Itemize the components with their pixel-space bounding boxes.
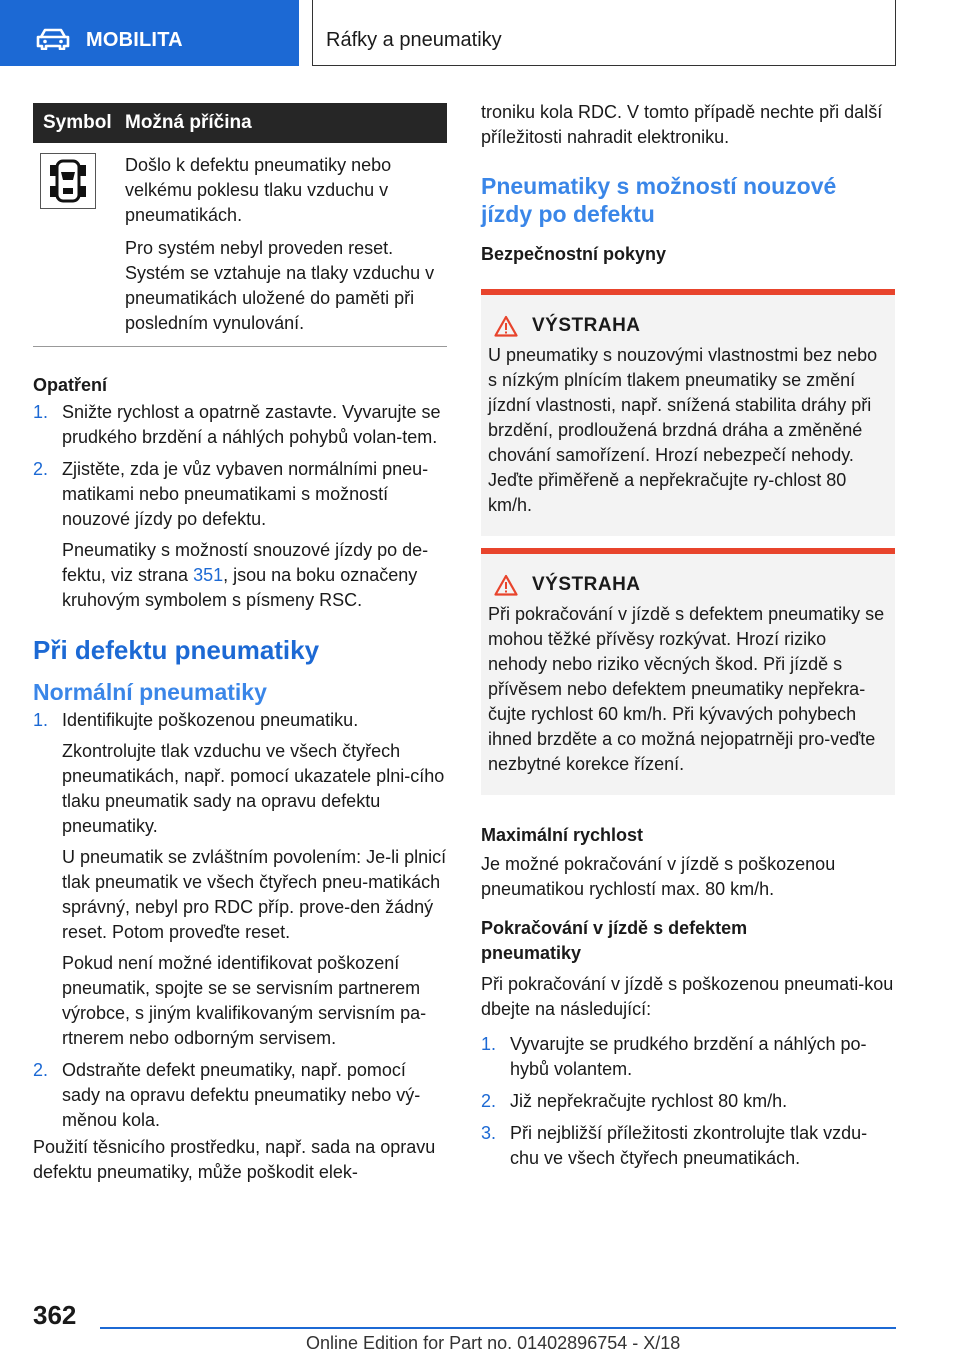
runflat-heading: Pneumatiky s možností nouzové jízdy po defektu	[481, 173, 837, 227]
rsc-note: Pneumatiky s možností snouzové jízdy po de-fektu, viz strana 351, jsou na boku označeny kruhovým symbolem s písmeny RSC.	[62, 540, 429, 610]
continue-list	[481, 1032, 895, 1171]
right-column	[481, 100, 895, 1178]
maxspeed-heading: Maximální rychlost	[481, 825, 644, 845]
sealant-note: Použití těsnicího prostředku, např. sada na opravu defektu pneumatiky, může poškodit elek-	[33, 1137, 436, 1182]
warning-title: VÝSTRAHA	[532, 315, 641, 336]
safety-heading: Bezpečnostní pokyny	[481, 244, 667, 264]
tire-pressure-warning-icon	[40, 153, 96, 209]
list-item: 1. Vyvarujte se prudkého brzdění a náhlých po-hybů volantem.	[481, 1034, 867, 1079]
maxspeed-text: Je možné pokračování v jízdě s poškozenou pneumatikou rychlostí max. 80 km/h.	[481, 854, 836, 899]
list-item: 1. Identifikujte poškozenou pneumatiku. Zkontrolujte tlak vzduchu ve všech čtyřech pneumatikách, např. pomocí ukazatele plni-cího tlaku pneumatik sady na opravu defektu pneumatiky. U pneumatik se zvláštním povolením: Je-li plnicí tlak pneumatik ve všech čtyřech pneu-matikách správný, nebyl pro RDC příp. prove-den žádný reset. Potom proveďte reset. Pokud není možné identifikovat poškození pneumatik, spojte se se servisním partnerem výrobce, s jiným kvalifikovaným servisním pa-rtnerem nebo odborným servisem.	[33, 710, 447, 1048]
col-symbol: Symbol	[43, 112, 112, 133]
edition-text: Online Edition for Part no. 01402896754 - X/18	[306, 1333, 681, 1353]
measures-heading: Opatření	[33, 375, 108, 395]
page-header	[0, 0, 960, 66]
list-item: 2. Již nepřekračujte rychlost 80 km/h.	[481, 1091, 788, 1111]
section-label: MOBILITA	[86, 29, 183, 51]
col-cause: Možná příčina	[125, 112, 252, 133]
car-icon	[36, 28, 70, 50]
warning-box-1	[481, 289, 895, 536]
left-column	[33, 103, 447, 1185]
cause-text-2: Pro systém nebyl proveden reset. Systém se vztahuje na tlaky vzduchu v pneumatikách uložené do paměti při posledním vynulování.	[125, 238, 435, 333]
list-item: 2. Zjistěte, zda je vůz vybaven normálními pneu-matikami nebo pneumatikami s možností nouzové jízdy po defektu. Pneumatiky s možností snouzové jízdy po de-fektu, viz strana 351, jsou na boku označeny kruhovým symbolem s písmeny RSC.	[33, 457, 447, 613]
warning-title: VÝSTRAHA	[532, 574, 641, 595]
page-title: Ráfky a pneumatiky	[326, 29, 502, 51]
continue-heading: Pokračování v jízdě s defektem pneumatiky	[481, 918, 748, 963]
symbol-table-header	[33, 103, 447, 143]
section-tab[interactable]	[0, 0, 299, 66]
list-item: 3. Při nejbližší příležitosti zkontrolujte tlak vzdu-chu ve všech čtyřech pneumatikách.	[481, 1123, 868, 1168]
footer-divider	[100, 1327, 896, 1329]
defect-heading: Při defektu pneumatiky	[33, 635, 320, 665]
cause-text-1: Došlo k defektu pneumatiky nebo velkému poklesu tlaku vzduchu v pneumatikách.	[125, 155, 392, 225]
page-link-351[interactable]: 351	[193, 565, 224, 585]
normal-tires-heading: Normální pneumatiky	[33, 679, 267, 705]
continue-text: Při pokračování v jízdě s poškozenou pneumati-kou dbejte na následující:	[481, 974, 894, 1019]
list-item: 1. Snižte rychlost a opatrně zastavte. Vyvarujte se prudkého brzdění a náhlých pohybů volan-tem.	[33, 402, 441, 447]
warning-triangle-icon	[494, 574, 518, 596]
warning-box-2	[481, 548, 895, 795]
page-number: 362	[33, 1300, 77, 1330]
warning-text: U pneumatiky s nouzovými vlastnostmi bez nebo s nízkým plnícím tlakem pneumatiky se změní jízdní vlastnosti, např. snížená stabilita dráhy při brzdění, prodloužená brzdná dráha a změněné chování samořízení. Hrozí nebezpečí nehody. Jeďte přiměřeně a nepřekračujte ry-chlost 80 km/h.	[488, 345, 878, 515]
cause-cell	[125, 153, 447, 336]
warning-triangle-icon	[494, 315, 518, 337]
measures-list	[33, 400, 447, 613]
warning-text: Při pokračování v jízdě s defektem pneumatiky se mohou těžké přívěsy rozkývat. Hrozí riziko nehody nebo riziko věcných škod. Při jízdě s přívěsem nebo defektem pneumatiky nepřekra-čujte rychlost 60 km/h. Při kývavých pohybech ihned brzděte a co možná nejopatrněji pro-veďte nezbytné korekce řízení.	[488, 604, 885, 774]
defect-steps-list	[33, 708, 447, 1133]
table-row	[33, 143, 447, 347]
list-item: 2. Odstraňte defekt pneumatiky, např. pomocí sady na opravu defektu pneumatiky nebo vý-měnou kola.	[33, 1060, 421, 1130]
symbol-cell	[33, 153, 125, 336]
continuation-text: troniku kola RDC. V tomto případě nechte při další příležitosti nahradit elektroniku.	[481, 102, 883, 147]
